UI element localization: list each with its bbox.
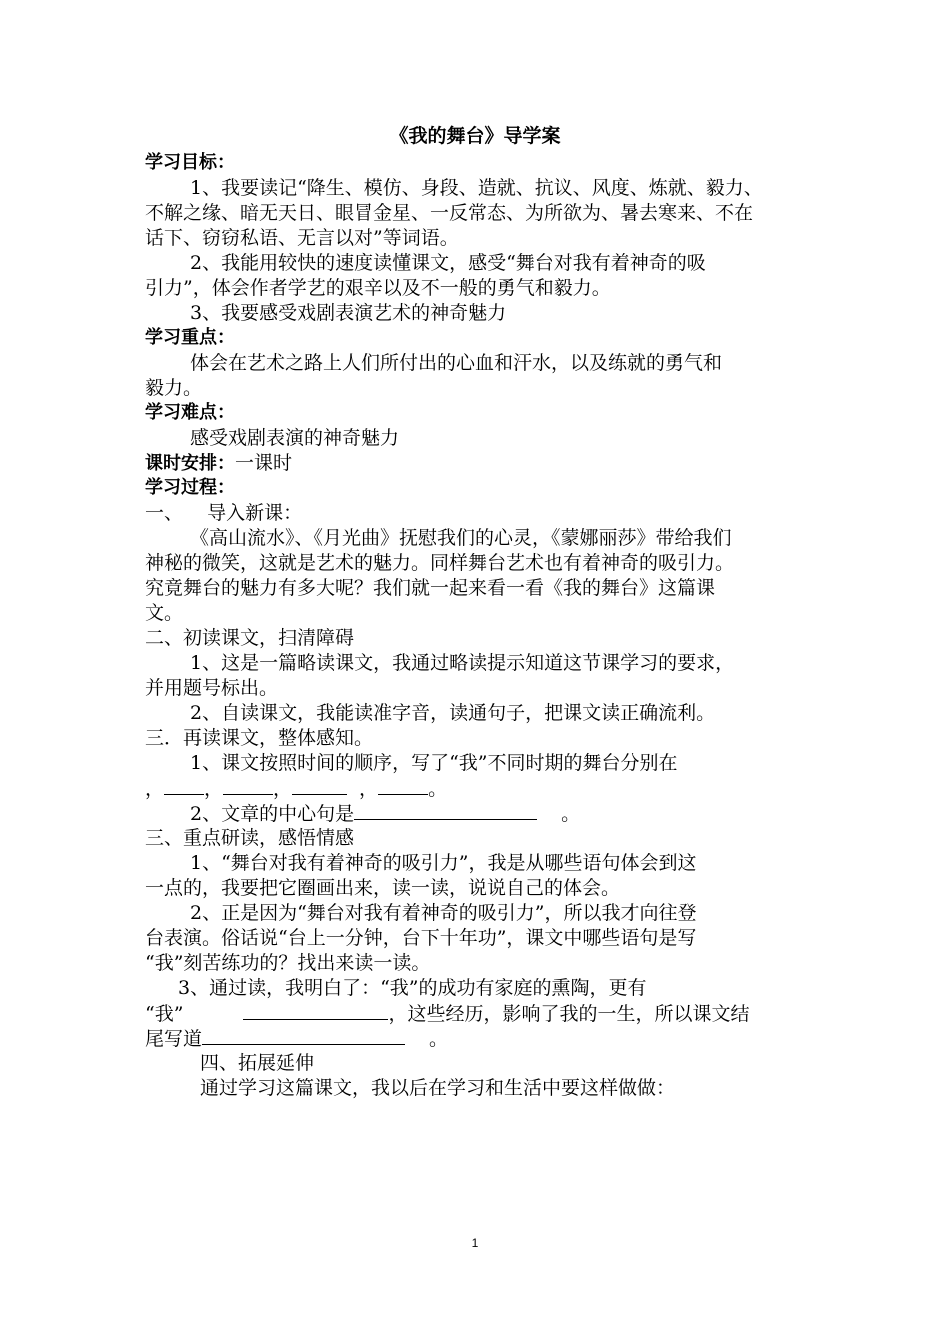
section4-item3-end: 。: [429, 1028, 449, 1050]
blank-separator: ，: [145, 778, 165, 800]
page-title: 《我的舞台》导学案: [389, 125, 561, 147]
key-heading: 学习重点：: [145, 327, 235, 348]
time-row: [145, 451, 810, 476]
section2-item1-line1: 1、这是一篇略读课文，我通过略读提示知道这节课学习的要求，: [190, 652, 735, 674]
blank-separator: ，: [204, 778, 224, 800]
section5-text: 通过学习这篇课文，我以后在学习和生活中要这样做做：: [200, 1077, 676, 1099]
process-heading: 学习过程：: [145, 477, 235, 498]
goal1-line1: 1、我要读记“降生、模仿、身段、造就、抗议、风度、炼就、毅力、: [190, 177, 763, 199]
section2-item2: 2、自读课文，我能读准字音，读通句子，把课文读正确流利。: [190, 702, 716, 724]
answer-blank-4[interactable]: [378, 776, 428, 795]
goal2-line1: 2、我能用较快的速度读懂课文，感受“舞台对我有着神奇的吸: [190, 252, 706, 274]
section4-item1-line2: 一点的，我要把它圈画出来，读一读，说说自己的体会。: [145, 877, 621, 899]
answer-blank-3[interactable]: [292, 776, 347, 795]
section4-item1-line1: 1、“舞台对我有着神奇的吸引力”，我是从哪些语句体会到这: [190, 852, 697, 874]
section3-item2-text: 2、文章的中心句是: [190, 803, 355, 825]
section3-item1-line1: 1、课文按照时间的顺序，写了“我”不同时期的舞台分别在: [190, 752, 678, 774]
goal3-line: 3、我要感受戏剧表演艺术的神奇魅力: [190, 302, 507, 324]
section1-line2: 神秘的微笑，这就是艺术的魅力。同样舞台艺术也有着神奇的吸引力。: [145, 552, 735, 574]
key-line2: 毅力。: [145, 377, 203, 399]
answer-blank-ending[interactable]: [202, 1026, 405, 1045]
section3-item2-end: 。: [561, 803, 581, 825]
answer-blank-experience[interactable]: [243, 1001, 388, 1020]
section4-item3-line1: 3、通过读，我明白了：“我”的成功有家庭的熏陶，更有: [178, 977, 647, 999]
time-heading: 课时安排：: [145, 453, 235, 474]
answer-blank-central-sentence[interactable]: [354, 801, 537, 820]
goal1-line2: 不解之缘、暗无天日、眼冒金星、一反常态、为所欲为、暑去寒来、不在: [145, 202, 754, 224]
goal1-line3: 话下、窃窃私语、无言以对”等词语。: [145, 227, 459, 249]
blank-end: 。: [428, 778, 448, 800]
blank-separator: ，: [273, 778, 293, 800]
goal2-line2: 引力”，体会作者学艺的艰辛以及不一般的勇气和毅力。: [145, 277, 611, 299]
answer-blank-1[interactable]: [164, 776, 204, 795]
section1-line4: 文。: [145, 602, 184, 624]
section1-line3: 究竟舞台的魅力有多大呢？我们就一起来看一看《我的舞台》这篇课: [145, 577, 716, 599]
section4-item2-line1: 2、正是因为“舞台对我有着神奇的吸引力”，所以我才向往登: [190, 902, 697, 924]
difficulty-heading: 学习难点：: [145, 402, 235, 423]
section4-item3-quote: “我”: [145, 1003, 184, 1025]
section4-item2-line3: “我”刻苦练功的？找出来读一读。: [145, 952, 431, 974]
page-number: 1: [471, 1236, 479, 1250]
section4-item3-ending-label: 尾写道: [145, 1028, 203, 1050]
section4-item3-continuation: ，这些经历，影响了我的一生，所以课文结: [388, 1003, 750, 1025]
section1-heading: 一、 导入新课：: [145, 502, 303, 524]
time-text: 一课时: [235, 452, 293, 474]
goals-heading: 学习目标：: [145, 152, 235, 173]
section4-item3-line2: [145, 1001, 810, 1026]
section2-heading: 二、初读课文，扫清障碍: [145, 627, 355, 649]
section1-line1: 《高山流水》、《月光曲》抚慰我们的心灵，《蒙娜丽莎》带给我们: [190, 527, 732, 549]
section5-heading: 四、拓展延伸: [200, 1052, 315, 1074]
section3-item1-blanks: [145, 776, 810, 801]
blank-separator: ，: [359, 778, 379, 800]
answer-blank-2[interactable]: [223, 776, 273, 795]
difficulty-text: 感受戏剧表演的神奇魅力: [190, 427, 400, 449]
section4-heading: 三、重点研读，感悟情感: [145, 827, 355, 849]
section3-heading: 三．再读课文，整体感知。: [145, 727, 374, 749]
section3-item2: [190, 801, 810, 826]
key-line1: 体会在艺术之路上人们所付出的心血和汗水，以及练就的勇气和: [190, 352, 723, 374]
section4-item3-line3: [145, 1026, 810, 1051]
section4-item2-line2: 台表演。俗话说“台上一分钟，台下十年功”，课文中哪些语句是写: [145, 927, 697, 949]
section2-item1-line2: 并用题号标出。: [145, 677, 279, 699]
